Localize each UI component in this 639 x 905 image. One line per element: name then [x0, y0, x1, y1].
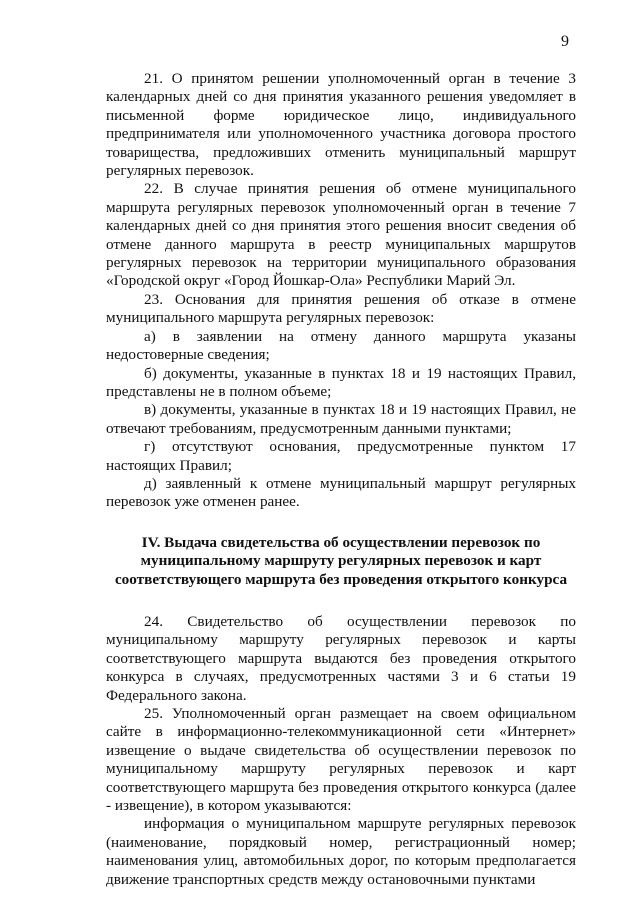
paragraph-25-route-info: информация о муниципальном маршруте регулярных перевозок (наименование, порядковый номер, регистрационный номер; наименования улиц, автомобильных дорог, по которым предполагается движение транспортных средств между остановочными пунктами: [106, 815, 576, 888]
paragraph-23-d: д) заявленный к отмене муниципальный маршрут регулярных перевозок уже отменен ранее.: [106, 474, 576, 511]
paragraph-24: 24. Свидетельство об осуществлении перевозок по муниципальному маршруту регулярных перевозок и карты соответствующего маршрута выдаются без проведения открытого конкурса в случаях, предусмотренных частями 3 и 6 статьи 19 Федерального закона.: [106, 612, 576, 704]
paragraph-23-g: г) отсутствуют основания, предусмотренные пунктом 17 настоящих Правил;: [106, 438, 576, 474]
paragraph-21: 21. О принятом решении уполномоченный орган в течение 3 календарных дней со дня принятия указанного решения уведомляет в письменной форме юридическое лицо, индивидуального предпринимателя или уполномоченного участника договора простого товарищества, предложивших отменить муниципальный маршрут регулярных перевозок.: [106, 70, 576, 180]
paragraph-23: 23. Основания для принятия решения об отказе в отмене муниципального маршрута регулярных перевозок:: [106, 290, 576, 327]
paragraph-23-v: в) документы, указанные в пунктах 18 и 19 настоящих Правил, не отвечают требованиям, предусмотренным данными пунктами;: [106, 401, 576, 437]
paragraph-23-a: а) в заявлении на отмену данного маршрута указаны недостоверные сведения;: [106, 327, 576, 364]
paragraph-22: 22. В случае принятия решения об отмене муниципального маршрута регулярных перевозок уполномоченный орган в течение 7 календарных дней со дня принятия этого решения вносит сведения об отмене данного маршрута в реестр муниципальных маршрутов регулярных перевозок на территории муниципального образования «Городской округ «Город Йошкар-Ола» Республики Марий Эл.: [106, 180, 576, 290]
section-heading-iv: IV. Выдача свидетельства об осуществлении перевозок по муниципальному маршруту регулярных перевозок и карт соответствующего маршрута без проведения открытого конкурса: [114, 533, 568, 588]
document-body: [106, 70, 576, 889]
paragraph-23-b: б) документы, указанные в пунктах 18 и 19 настоящих Правил, представлены не в полном объеме;: [106, 364, 576, 400]
page-number: 9: [561, 33, 569, 50]
paragraph-25: 25. Уполномоченный орган размещает на своем официальном сайте в информационно-телекоммуникационной сети «Интернет» извещение о выдаче свидетельства об осуществлении перевозок по муниципальному маршруту регулярных перевозок и карт соответствующего маршрута без проведения открытого конкурса (далее - извещение), в котором указываются:: [106, 705, 576, 815]
